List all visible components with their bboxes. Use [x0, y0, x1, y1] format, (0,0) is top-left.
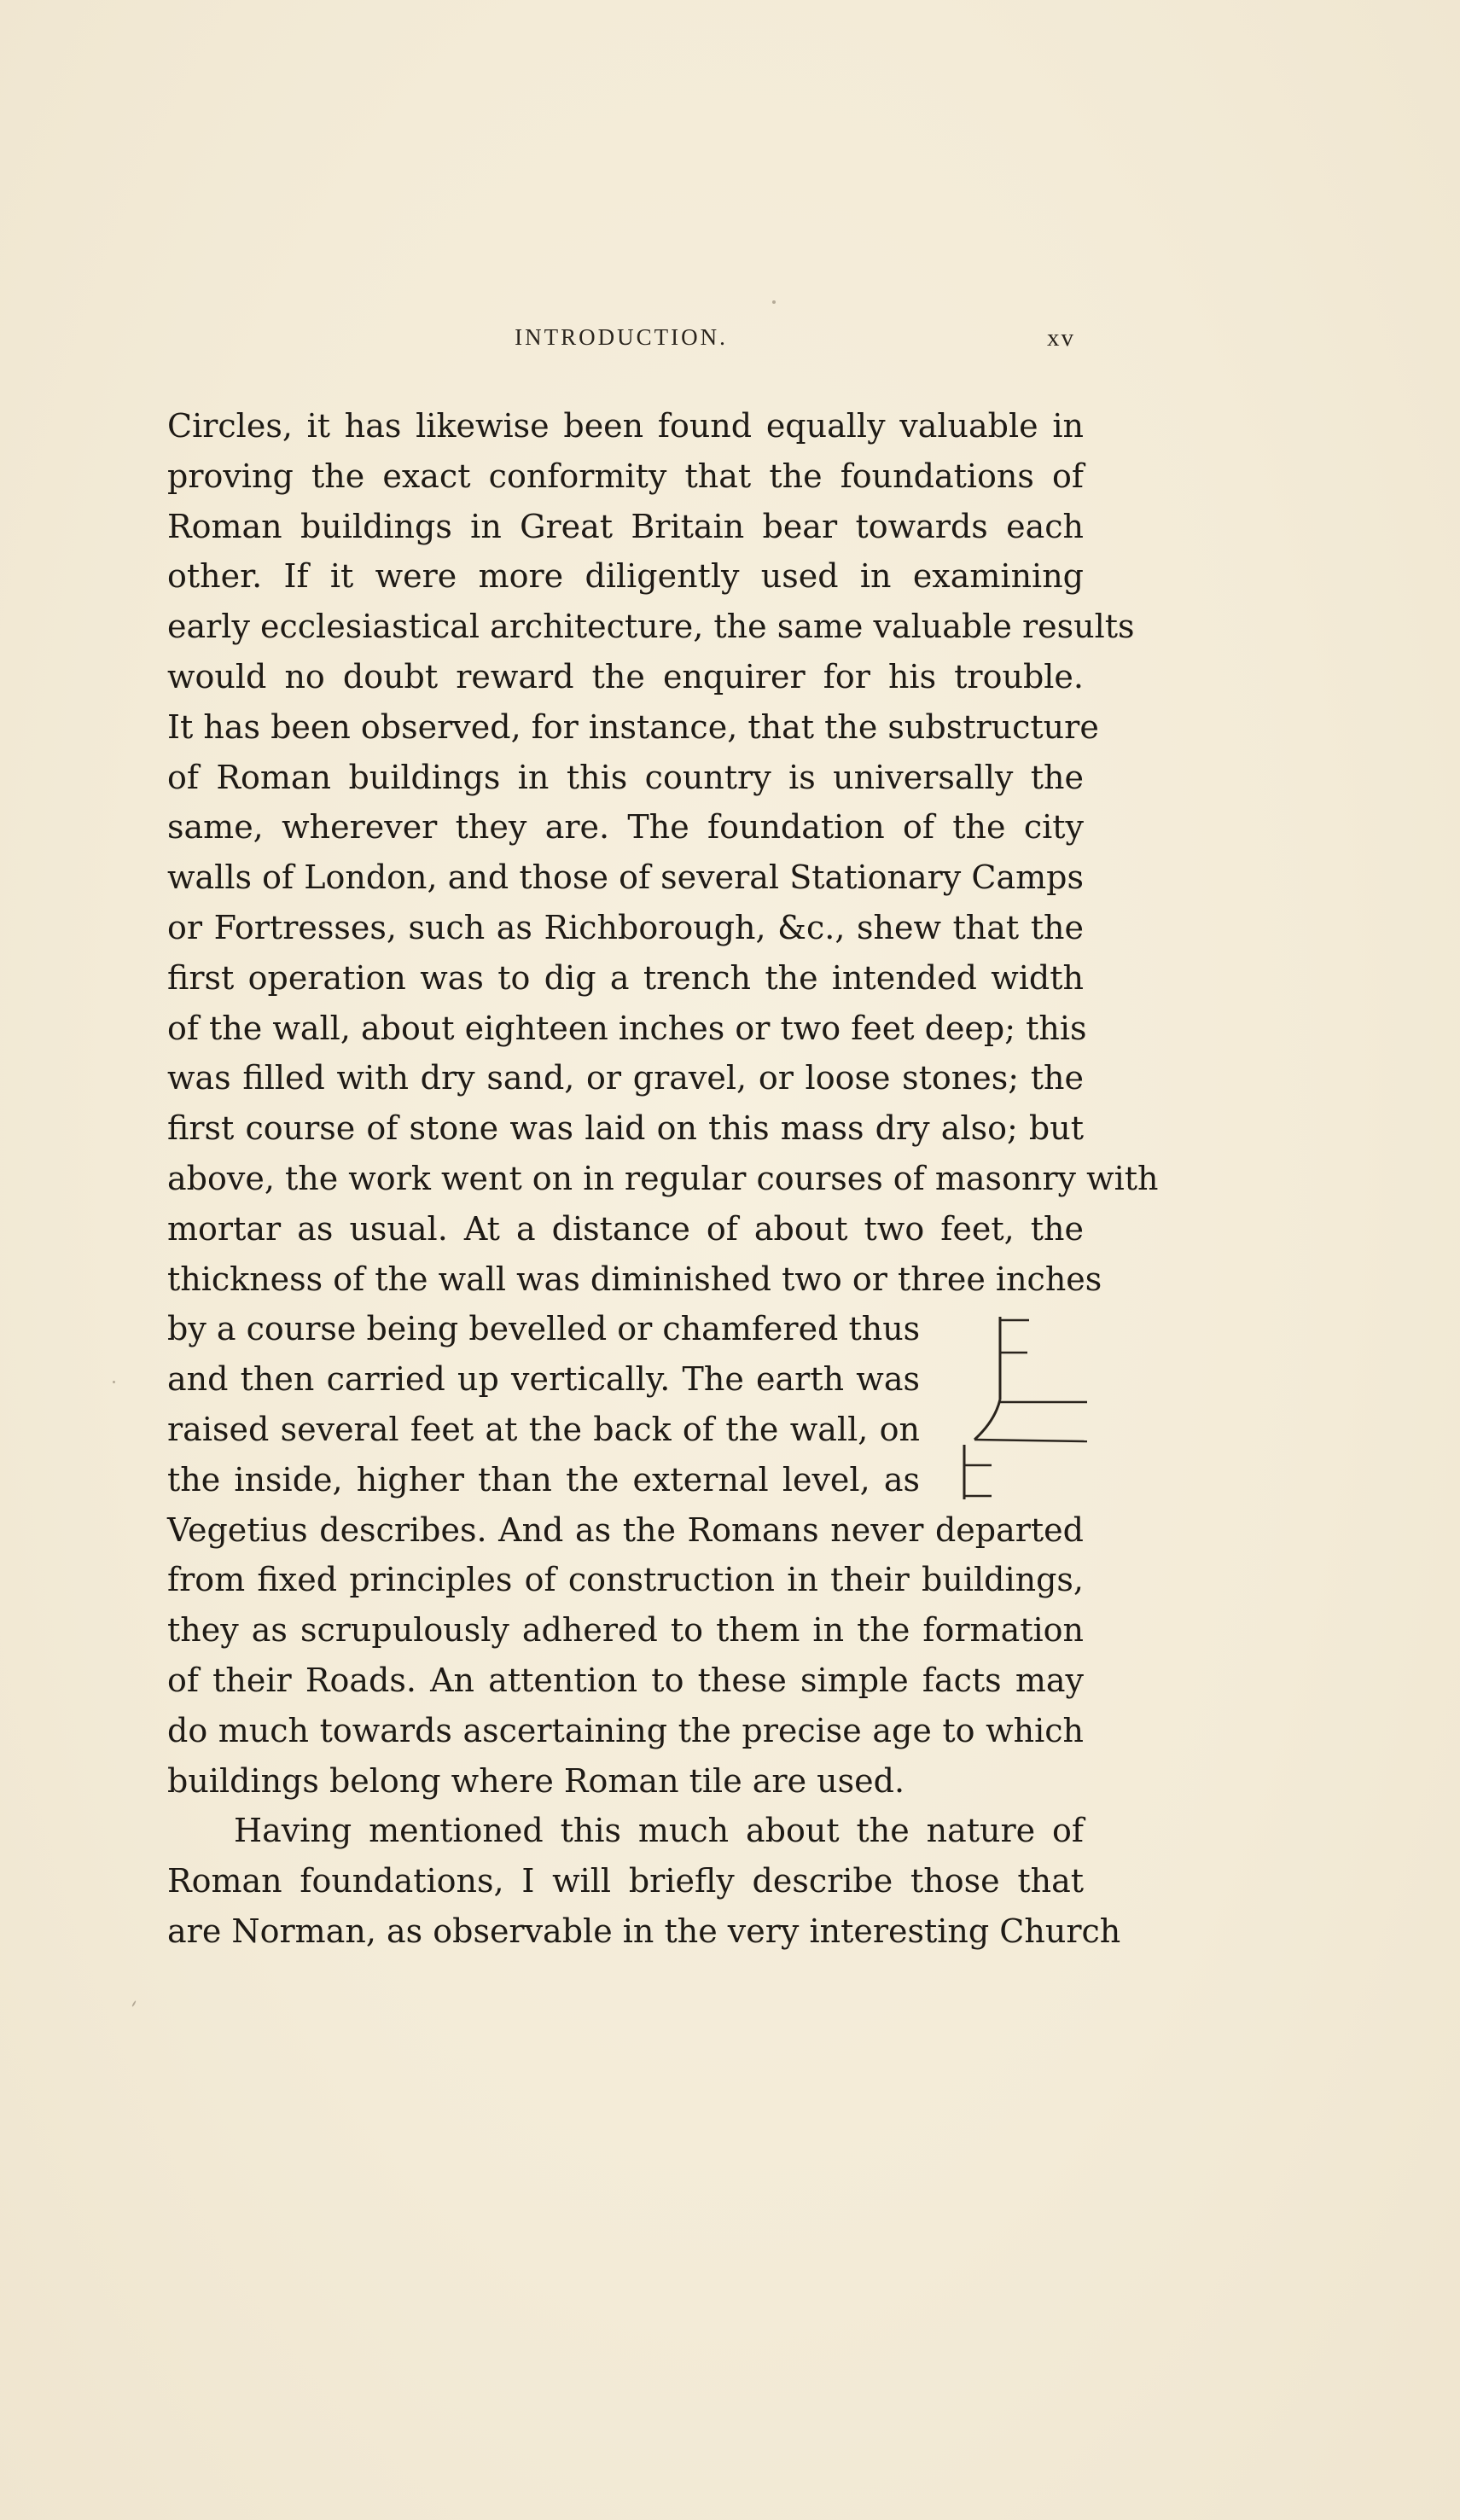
text-line: from fixed principles of construction in their buildings,: [167, 1561, 1084, 1599]
text-line: other. If it were more diligently used in examining: [167, 557, 1084, 596]
text-line: same, wherever they are. The foundation of the city: [167, 808, 1084, 847]
wall-chamfer: [974, 1400, 1000, 1440]
text-line: Roman buildings in Great Britain bear towards each: [167, 507, 1084, 545]
page-speck: [131, 2000, 137, 2007]
text-line: proving the exact conformity that the foundations of: [167, 457, 1084, 495]
text-line: Vegetius describes. And as the Romans never departed: [167, 1510, 1084, 1549]
page-speck: [113, 1381, 115, 1383]
page-number: xv: [1047, 324, 1075, 352]
text-line: would no doubt reward the enquirer for his trouble.: [167, 657, 1084, 695]
text-line: Circles, it has likewise been found equally valuable in: [167, 407, 1084, 445]
text-line: early ecclesiastical architecture, the same valuable results: [167, 608, 1135, 646]
text-line: of their Roads. An attention to these simple facts may: [167, 1661, 1084, 1699]
text-line: do much towards ascertaining the precise age to which: [167, 1711, 1084, 1749]
text-line: first operation was to dig a trench the intended width: [167, 958, 1084, 997]
text-line: by a course being bevelled or chamfered thus: [167, 1310, 921, 1348]
text-line: and then carried up vertically. The earth was: [167, 1360, 920, 1399]
text-line: Having mentioned this much about the nature of: [234, 1812, 1084, 1850]
text-line: the inside, higher than the external level, as: [167, 1460, 920, 1499]
wall-profile-drawing: [944, 1310, 1097, 1506]
text-line: mortar as usual. At a distance of about two feet, the: [167, 1209, 1084, 1248]
text-line: Roman foundations, I will briefly describe those that: [167, 1862, 1084, 1900]
wall-profile-figure: [944, 1310, 1097, 1506]
text-line: are Norman, as observable in the very interesting Church: [167, 1912, 1121, 1950]
page-speck: [772, 300, 776, 304]
text-line: first course of stone was laid on this mass dry also; but: [167, 1109, 1084, 1148]
text-line: above, the work went on in regular courses of masonry with: [167, 1159, 1159, 1197]
text-line: thickness of the wall was diminished two or three inches: [167, 1260, 1102, 1298]
text-line: was filled with dry sand, or gravel, or loose stones; the: [167, 1059, 1084, 1097]
text-line: of the wall, about eighteen inches or two feet deep; this: [167, 1009, 1087, 1047]
text-line: raised several feet at the back of the wall, on: [167, 1410, 920, 1448]
course-line: [974, 1440, 1087, 1441]
text-line: buildings belong where Roman tile are used.: [167, 1761, 905, 1800]
text-line: walls of London, and those of several Stationary Camps: [167, 858, 1084, 897]
text-line: of Roman buildings in this country is universally the: [167, 758, 1084, 796]
running-head: INTRODUCTION.: [515, 324, 728, 350]
body-text: [167, 401, 1159, 1957]
text-line: they as scrupulously adhered to them in the formation: [167, 1611, 1084, 1650]
page-header: [167, 324, 1075, 358]
text-line: or Fortresses, such as Richborough, &c., shew that the: [167, 908, 1084, 946]
text-line: It has been observed, for instance, that the substructure: [167, 707, 1099, 746]
